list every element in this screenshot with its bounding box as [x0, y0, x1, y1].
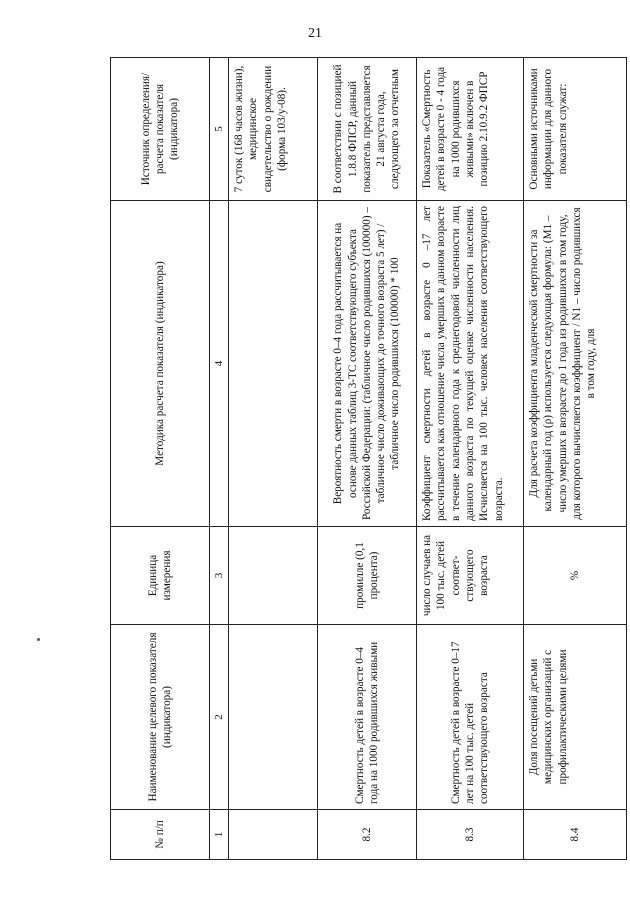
table-row-continuation — [229, 58, 318, 860]
column-index: 3 — [210, 527, 229, 625]
row-num: 8.4 — [524, 810, 627, 860]
row-unit: % — [524, 527, 627, 625]
indicator-table-rotated — [110, 58, 598, 860]
column-index: 1 — [210, 810, 229, 860]
header-source: Источник определения/ расчета показателя (индикатора) — [111, 58, 210, 201]
row-unit: промилле (0,1 процента) — [318, 527, 417, 625]
column-index: 4 — [210, 201, 229, 527]
row-name: Смертность детей в возрасте 0–4 года на 1000 родившихся живыми — [318, 625, 417, 810]
header-name: Наименование целевого показателя (индикатора) — [111, 625, 210, 810]
table-row-8-3 — [417, 58, 524, 860]
row-name: Смертность детей в возрасте 0–17 лет на 100 тыс. детей соответствующего возраста — [417, 625, 524, 810]
table-row-8-4 — [524, 58, 627, 860]
column-index: 5 — [210, 58, 229, 201]
row-method — [229, 201, 318, 527]
row-source: 7 суток (168 часов жизни), медицинское свидетельство о рождении (форма 103/у-08). — [229, 58, 318, 201]
row-method: Вероятность смерти в возрасте 0–4 года рассчитывается на основе данных таблиц 3-ТС соответствующего субъекта Российской Федерации: (табличное число родившихся (100000) – табличное число доживающих до точного возраста 5 лет) / табличное число родившихся (100000) * 100 — [318, 201, 417, 527]
row-num — [229, 810, 318, 860]
row-num: 8.2 — [318, 810, 417, 860]
indicator-table — [110, 57, 627, 860]
header-method: Методика расчета показателя (индикатора) — [111, 201, 210, 527]
row-source: Основными источниками информации для данного показателя служат: — [524, 58, 627, 201]
row-num: 8.3 — [417, 810, 524, 860]
row-source: Показатель «Смертность детей в возрасте 0 - 4 года на 1000 родившихся живыми» включен в позицию 2.10.9.2 ФПСР — [417, 58, 524, 201]
column-index-row — [210, 58, 229, 860]
column-index: 2 — [210, 625, 229, 810]
row-method: Для расчета коэффициента младенческой смертности за календарный год (ρ) используется следующая формула: (М1 – число умерших в возрасте до 1 года из родившихся в том году, для которого вычисляется коэффициент / N1 – число родившихся в том году, для — [524, 201, 627, 527]
row-unit — [229, 527, 318, 625]
row-method: Коэффициент смертности детей в возрасте 0 –17 лет рассчитывается как отношение числа умерших в данном возрасте в течение календарного года к среднегодовой численности лиц данного возраста по текущей оценке численности населения. Исчисляется на 100 тыс. человек населения соответствующего возраста. — [417, 201, 524, 527]
page-number: 21 — [308, 26, 322, 41]
row-name — [229, 625, 318, 810]
scan-speck — [37, 638, 40, 641]
row-unit: число случаев на 100 тыс. детей соответ-ствующего возраста — [417, 527, 524, 625]
header-num: № п/п — [111, 810, 210, 860]
header-unit: Единица измерения — [111, 527, 210, 625]
row-name: Доля посещений детьми медицинских организаций с профилактическими целями — [524, 625, 627, 810]
table-header-row — [111, 58, 210, 860]
row-source: В соответствии с позицией 1.8.8 ФПСР, данный показатель представляется 21 августа года, следующего за отчетным — [318, 58, 417, 201]
table-row-8-2 — [318, 58, 417, 860]
